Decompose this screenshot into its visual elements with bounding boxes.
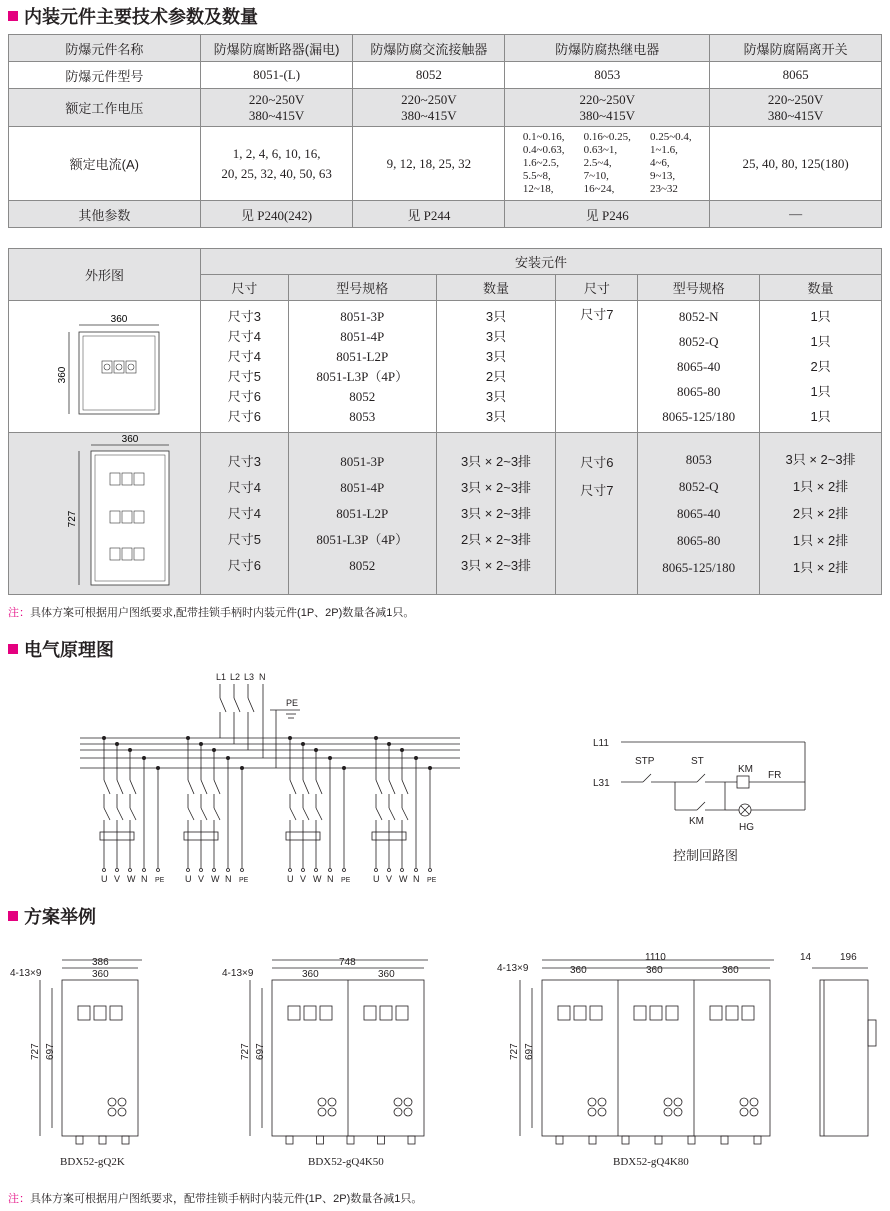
model-col-b: 8053 8052-Q 8065-40 8065-80 8065-125/180 (638, 433, 760, 595)
holes-label: 4-13×9 (222, 968, 254, 979)
section-title-schematic: 电气原理图 (8, 636, 114, 662)
control-caption: 控制回路图 (673, 848, 739, 863)
output-label: V (386, 874, 393, 884)
l11-label: L11 (593, 738, 609, 749)
km-label: KM (738, 764, 753, 775)
output-label: W (211, 874, 220, 884)
cell: — (710, 201, 882, 228)
output-label: U (185, 874, 192, 884)
panel-width-label: 360 (302, 969, 319, 980)
cell: 25, 40, 80, 125(180) (710, 127, 882, 201)
table-row (9, 127, 882, 201)
side-depth-label: 14 (800, 952, 812, 963)
output-label: U (101, 874, 108, 884)
cell: 220~250V 380~415V (200, 89, 353, 127)
control-circuit-diagram (585, 730, 825, 870)
cell: 9, 12, 18, 25, 32 (353, 127, 505, 201)
qty-col-a: 3只 3只 3只 2只 3只 3只 (436, 301, 556, 433)
output-label: PE (427, 877, 437, 884)
qty-col-a: 3只 × 2~3排 3只 × 2~3排 3只 × 2~3排 2只 × 2~3排 3只 × 2~3排 (436, 433, 556, 595)
output-label: W (127, 874, 136, 884)
dim-width-label: 360 (111, 314, 128, 325)
col-header: 型号规格 (288, 275, 436, 301)
cell: 防爆防腐断路器(漏电) (200, 35, 353, 62)
components-table (8, 248, 882, 595)
output-label: N (327, 874, 334, 884)
height-outer-label: 727 (509, 1043, 520, 1060)
outline-large (9, 433, 201, 595)
cell: 220~250V 380~415V (710, 89, 882, 127)
output-label: W (399, 874, 408, 884)
dim-width-label: 360 (122, 434, 139, 445)
pe-label: PE (286, 698, 299, 708)
holes-label: 4-13×9 (10, 968, 42, 979)
cell: 1, 2, 4, 6, 10, 16, 20, 25, 32, 40, 50, 63 (200, 127, 353, 201)
output-label: U (287, 874, 294, 884)
cell: 8051-(L) (200, 62, 353, 89)
phase-label: L2 (230, 672, 241, 682)
panel-width-label: 360 (570, 965, 587, 976)
cell: 见 P246 (505, 201, 710, 228)
note-2: 注：具体方案可根据用户图纸要求，配带挂锁手柄时内装元件(1P、2P)数量各减1只。 (8, 1193, 423, 1205)
output-label: N (141, 874, 148, 884)
model-col-b: 8052-N 8052-Q 8065-40 8065-80 8065-125/180 (638, 301, 760, 433)
model-col-a: 8051-3P 8051-4P 8051-L2P 8051-L3P（4P） 8052 8053 (288, 301, 436, 433)
header-install: 安装元件 (200, 249, 881, 275)
col-header: 型号规格 (638, 275, 760, 301)
output-label: W (313, 874, 322, 884)
table-row (9, 89, 882, 127)
stp-label: STP (635, 756, 655, 767)
output-label: PE (155, 877, 165, 884)
section-title-examples: 方案举例 (8, 903, 96, 929)
main-circuit-diagram (60, 668, 480, 888)
params-table (8, 34, 882, 228)
table-row (9, 433, 882, 595)
cell: 防爆防腐热继电器 (505, 35, 710, 62)
output-label: V (300, 874, 307, 884)
l31-label: L31 (593, 778, 610, 789)
phase-label: N (259, 672, 266, 682)
section-title-params: 内装元件主要技术参数及数量 (8, 3, 258, 29)
table-row (9, 301, 882, 433)
output-label: N (225, 874, 232, 884)
row-label: 额定电流(A) (9, 127, 201, 201)
phase-label: L1 (216, 672, 227, 682)
bullet-square-icon (8, 644, 18, 654)
row-label: 其他参数 (9, 201, 201, 228)
size-col-b: 尺寸7 (556, 301, 638, 433)
current-col: 0.25~0.4, 1~1.6, 4~6, 9~13, 23~32 (649, 131, 692, 195)
cell: 见 P244 (353, 201, 505, 228)
cell: 防爆防腐隔离开关 (710, 35, 882, 62)
total-width-label: 1110 (645, 952, 666, 963)
note-1: 注：具体方案可根据用户图纸要求,配带挂锁手柄时内装元件(1P、2P)数量各减1只。 (8, 607, 415, 619)
bullet-square-icon (8, 11, 18, 21)
output-label: PE (239, 877, 249, 884)
table-row (9, 62, 882, 89)
current-col: 0.1~0.16, 0.4~0.63, 1.6~2.5, 5.5~8, 12~18, (522, 131, 565, 195)
total-width-label: 386 (92, 957, 109, 968)
row-label: 额定工作电压 (9, 89, 201, 127)
cell: 8052 (353, 62, 505, 89)
model-col-a: 8051-3P 8051-4P 8051-L2P 8051-L3P（4P） 8052 (288, 433, 436, 595)
height-inner-label: 697 (45, 1043, 56, 1060)
outline-small (9, 301, 201, 433)
panel-width-label: 360 (92, 969, 109, 980)
size-col-a: 尺寸3 尺寸4 尺寸4 尺寸5 尺寸6 (200, 433, 288, 595)
example-caption: BDX52-gQ4K80 (613, 1156, 689, 1168)
bullet-square-icon (8, 911, 18, 921)
qty-col-b: 1只 1只 2只 1只 1只 (760, 301, 882, 433)
output-label: U (373, 874, 380, 884)
height-inner-label: 697 (255, 1043, 266, 1060)
output-label: V (114, 874, 121, 884)
example-caption: BDX52-gQ2K (60, 1156, 125, 1168)
col-header: 数量 (760, 275, 882, 301)
total-width-label: 748 (339, 957, 356, 968)
fr-label: FR (768, 770, 782, 781)
holes-label: 4-13×9 (497, 963, 529, 974)
phase-label: L3 (244, 672, 255, 682)
hg-label: HG (739, 822, 754, 833)
size-col-a: 尺寸3 尺寸4 尺寸4 尺寸5 尺寸6 尺寸6 (200, 301, 288, 433)
dim-height-label: 360 (57, 366, 69, 384)
row-label: 防爆元件型号 (9, 62, 201, 89)
table-row (9, 35, 882, 62)
col-header: 尺寸 (200, 275, 288, 301)
side-depth-label: 196 (840, 952, 857, 963)
examples-drawing (0, 940, 890, 1180)
output-label: V (198, 874, 205, 884)
cell: 8065 (710, 62, 882, 89)
output-label: N (413, 874, 420, 884)
st-label: ST (691, 756, 704, 767)
panel-width-label: 360 (378, 969, 395, 980)
qty-col-b: 3只 × 2~3排 1只 × 2排 2只 × 2排 1只 × 2排 1只 × 2排 (760, 433, 882, 595)
cell: 220~250V 380~415V (505, 89, 710, 127)
small-enclosure-diagram (9, 301, 199, 429)
cell: 防爆防腐交流接触器 (353, 35, 505, 62)
row-label: 防爆元件名称 (9, 35, 201, 62)
current-col: 0.16~0.25, 0.63~1, 2.5~4, 7~10, 16~24, (583, 131, 631, 195)
panel-width-label: 360 (646, 965, 663, 976)
size-col-b: 尺寸6 尺寸7 (556, 433, 638, 595)
large-enclosure-diagram (9, 433, 199, 591)
header-outline: 外形图 (9, 249, 201, 301)
height-inner-label: 697 (524, 1043, 535, 1060)
example-caption: BDX52-gQ4K50 (308, 1156, 384, 1168)
output-label: PE (341, 877, 351, 884)
panel-width-label: 360 (722, 965, 739, 976)
table-row (9, 201, 882, 228)
height-outer-label: 727 (30, 1043, 41, 1060)
cell: 8053 (505, 62, 710, 89)
col-header: 数量 (436, 275, 556, 301)
cell: 见 P240(242) (200, 201, 353, 228)
dim-height-label: 727 (67, 510, 79, 528)
km-contact-label: KM (689, 816, 704, 827)
height-outer-label: 727 (240, 1043, 251, 1060)
cell: 220~250V 380~415V (353, 89, 505, 127)
cell (505, 127, 710, 201)
col-header: 尺寸 (556, 275, 638, 301)
